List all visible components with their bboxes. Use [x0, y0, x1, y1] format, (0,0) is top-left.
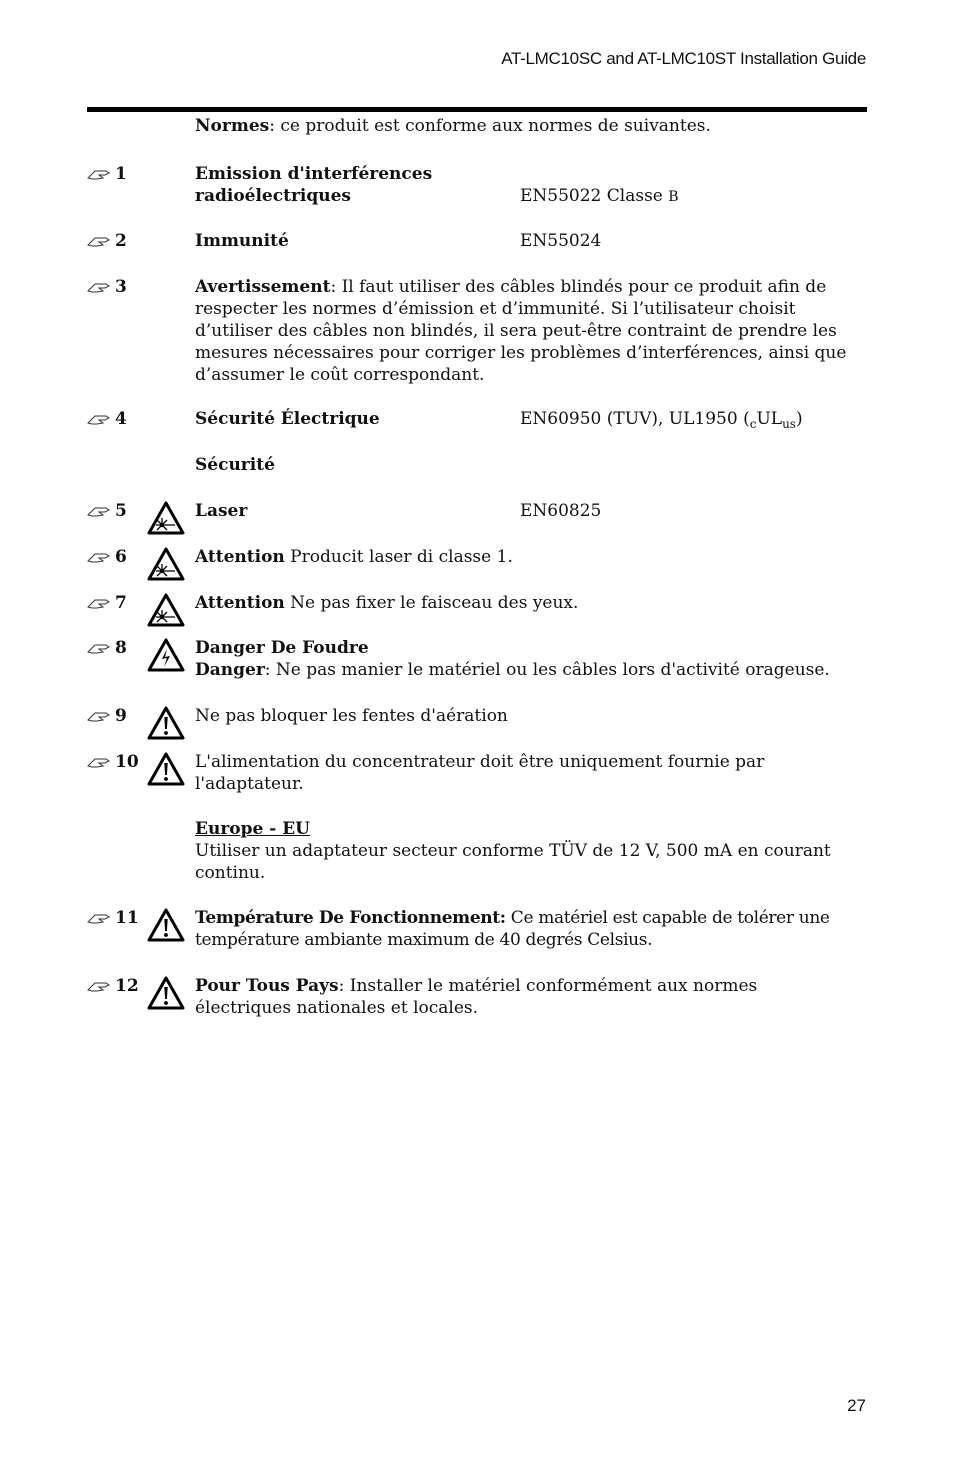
item-marker: 7: [87, 592, 147, 614]
item-label: Immunité: [195, 231, 289, 251]
pointing-hand-icon: [87, 641, 113, 655]
intro-text: : ce produit est conforme aux normes de suivantes.: [269, 116, 711, 136]
pointing-hand-icon: [87, 167, 113, 181]
item-label: Laser: [195, 501, 248, 521]
item-value: EN55022 Classe B: [520, 186, 679, 206]
pointing-hand-icon: [87, 504, 113, 518]
item-value: EN55024: [520, 231, 602, 251]
pointing-hand-icon: [87, 911, 113, 925]
item-label: Sécurité Électrique: [195, 409, 380, 429]
item-marker: 3: [87, 276, 147, 298]
laser-warning-icon: [147, 593, 185, 627]
pointing-hand-icon: [87, 412, 113, 426]
item-term: Attention: [195, 593, 285, 613]
item-marker: 8: [87, 637, 147, 659]
item-text: : Installer le matériel conformément aux normes électriques nationales et locales.: [195, 976, 758, 1018]
item-term: Attention: [195, 547, 285, 567]
item-marker: 5: [87, 500, 147, 522]
exclamation-warning-icon: [147, 908, 185, 942]
item-text: : Ne pas manier le matériel ou les câbles lors d'activité orageuse.: [264, 660, 830, 680]
running-header: AT-LMC10SC and AT-LMC10ST Installation Guide: [501, 49, 866, 68]
europe-heading: Europe - EU: [195, 819, 310, 839]
item-text: Ne pas bloquer les fentes d'aération: [195, 706, 508, 726]
item-term: Température De Fonctionnement:: [195, 908, 506, 928]
item-marker: 10: [87, 751, 147, 773]
item-term: Danger: [195, 660, 265, 680]
item-text: L'alimentation du concentrateur doit être uniquement fournie par l'adaptateur.: [195, 752, 765, 794]
item-term: Avertissement: [195, 277, 331, 297]
item-label-line1: Emission d'interférences: [195, 164, 433, 184]
item-text: Ne pas fixer le faisceau des yeux.: [284, 593, 579, 613]
item-marker: 9: [87, 705, 147, 727]
pointing-hand-icon: [87, 280, 113, 294]
pointing-hand-icon: [87, 550, 113, 564]
item-marker: 4: [87, 408, 147, 430]
laser-warning-icon: [147, 501, 185, 535]
intro-term: Normes: [195, 116, 270, 136]
pointing-hand-icon: [87, 709, 113, 723]
header-rule: [87, 107, 867, 112]
exclamation-warning-icon: [147, 706, 185, 740]
exclamation-warning-icon: [147, 976, 185, 1010]
exclamation-warning-icon: [147, 752, 185, 786]
securite-heading: Sécurité: [195, 455, 275, 475]
pointing-hand-icon: [87, 234, 113, 248]
europe-text: Utiliser un adaptateur secteur conforme TÜV de 12 V, 500 mA en courant continu.: [195, 841, 831, 883]
lightning-warning-icon: [147, 638, 185, 672]
item-marker: 6: [87, 546, 147, 568]
page-number: 27: [847, 1396, 866, 1415]
item-marker: 11: [87, 907, 147, 929]
laser-warning-icon: [147, 547, 185, 581]
item-label-line2: radioélectriques: [195, 186, 351, 206]
item-text: : Il faut utiliser des câbles blindés pour ce produit afin de respecter les normes d’émission et d’immunité. Si l’utilisateur choisit d’utiliser des câbles non blindés, il sera peut-être contraint de prendre les mesures nécessaires pour corriger les problèmes d’interférences, ainsi que d’assumer le coût correspondant.: [195, 277, 847, 385]
item-marker: 2: [87, 230, 147, 252]
item-value: EN60950 (TUV), UL1950 $(_cUL_{us})$: [520, 409, 803, 431]
item-text: Ce matériel est capable de tolérer une température ambiante maximum de 40 degrés Celsius.: [195, 908, 830, 950]
item-marker: 1: [87, 163, 147, 185]
pointing-hand-icon: [87, 596, 113, 610]
pointing-hand-icon: [87, 979, 113, 993]
item-heading: Danger De Foudre: [195, 638, 369, 658]
item-term: Pour Tous Pays: [195, 976, 339, 996]
item-text: Producit laser di classe 1.: [284, 547, 513, 567]
item-value: EN60825: [520, 501, 602, 521]
item-marker: 12: [87, 975, 147, 997]
pointing-hand-icon: [87, 755, 113, 769]
